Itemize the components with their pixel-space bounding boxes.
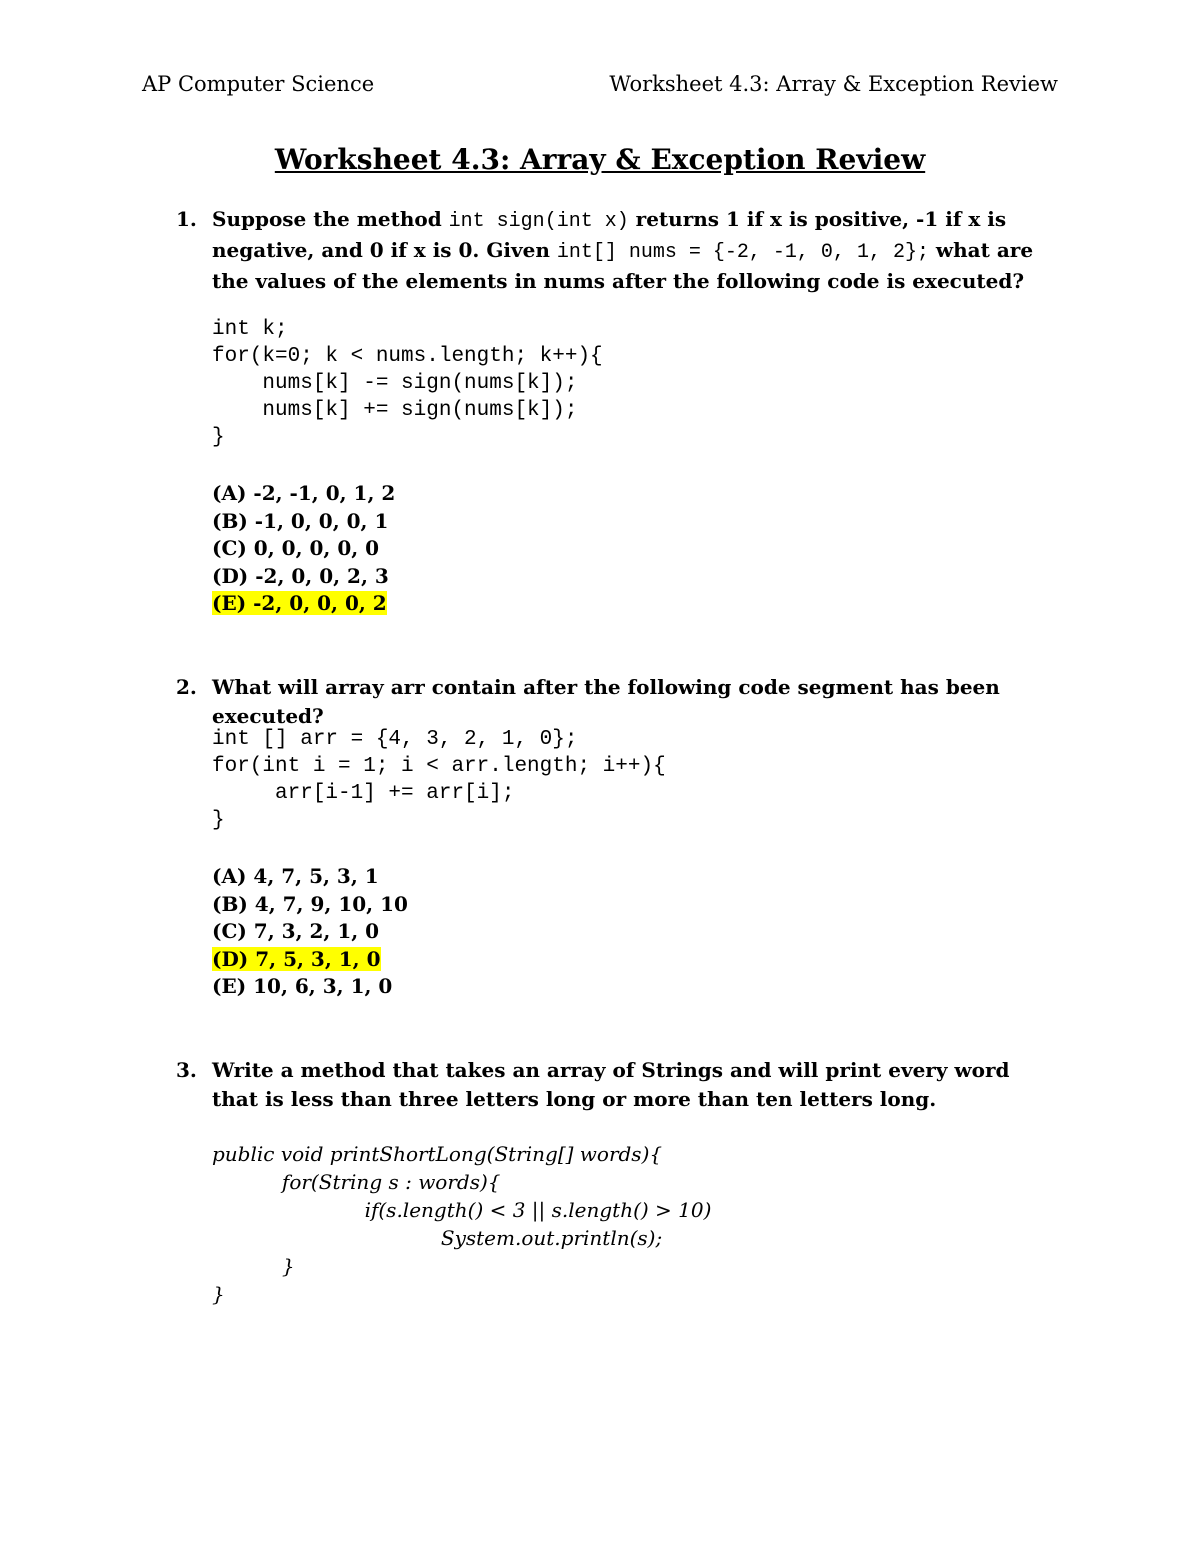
answer-line: if(s.length() < 3 || s.length() > 10) — [212, 1198, 712, 1222]
choice-a: (A) 4, 7, 5, 3, 1 — [212, 864, 379, 888]
code-line: int k; — [212, 318, 288, 341]
code-line: for(k=0; k < nums.length; k++){ — [212, 345, 603, 368]
question-number: 3. — [176, 1058, 197, 1082]
question-3 — [176, 1056, 1056, 1114]
question-2 — [176, 673, 1076, 731]
question-text-part: what are the values of the elements in nums after the following code is executed? — [212, 238, 1034, 293]
code-line: nums[k] -= sign(nums[k]); — [212, 372, 578, 395]
answer-line: for(String s : words){ — [212, 1170, 501, 1194]
inline-code: int sign(int x) — [448, 210, 629, 233]
header-worksheet: Worksheet 4.3: Array & Exception Review — [609, 72, 1058, 96]
inline-code: int[] nums = {-2, -1, 0, 1, 2}; — [556, 241, 929, 264]
question-number: 1. — [176, 207, 197, 231]
choice-c: (C) 0, 0, 0, 0, 0 — [212, 536, 380, 560]
answer-line: public void printShortLong(String[] words){ — [212, 1142, 663, 1166]
code-block-1 — [212, 316, 603, 451]
header-course: AP Computer Science — [142, 72, 375, 96]
answer-code — [212, 1140, 711, 1308]
question-1 — [176, 205, 1076, 296]
question-text: Write a method that takes an array of Strings and will print every word that is less than three letters long or more than ten letters long. — [212, 1058, 1010, 1111]
code-line: } — [212, 426, 225, 449]
choice-b: (B) -1, 0, 0, 0, 1 — [212, 508, 389, 533]
choices-2 — [212, 863, 408, 1001]
code-block-2 — [212, 726, 666, 834]
answer-line: } — [212, 1282, 225, 1306]
answer-line: } — [212, 1254, 295, 1278]
question-text: What will array arr contain after the following code segment has been executed? — [212, 675, 1000, 728]
question-text-part: returns 1 if x is positive, -1 if x is negative, and 0 if x is 0. Given — [212, 207, 1007, 262]
page-title: Worksheet 4.3: Array & Exception Review — [274, 143, 926, 176]
question-number: 2. — [176, 675, 197, 699]
choice-d: (D) -2, 0, 0, 2, 3 — [212, 563, 389, 588]
code-line: for(int i = 1; i < arr.length; i++){ — [212, 755, 666, 778]
answer-line: System.out.println(s); — [212, 1226, 663, 1250]
choice-e: (E) 10, 6, 3, 1, 0 — [212, 974, 393, 998]
choice-a: (A) -2, -1, 0, 1, 2 — [212, 481, 396, 505]
code-line: nums[k] += sign(nums[k]); — [212, 399, 578, 422]
code-line: } — [212, 809, 225, 832]
choices-1 — [212, 480, 395, 618]
choice-d-correct: (D) 7, 5, 3, 1, 0 — [212, 946, 381, 971]
code-line: int [] arr = {4, 3, 2, 1, 0}; — [212, 728, 578, 751]
question-text-part: Suppose the method — [212, 207, 449, 231]
choice-e-correct: (E) -2, 0, 0, 0, 2 — [212, 591, 387, 615]
question-text — [212, 205, 1076, 296]
code-line: arr[i-1] += arr[i]; — [212, 782, 515, 805]
choice-c: (C) 7, 3, 2, 1, 0 — [212, 919, 380, 943]
choice-b: (B) 4, 7, 9, 10, 10 — [212, 891, 408, 916]
